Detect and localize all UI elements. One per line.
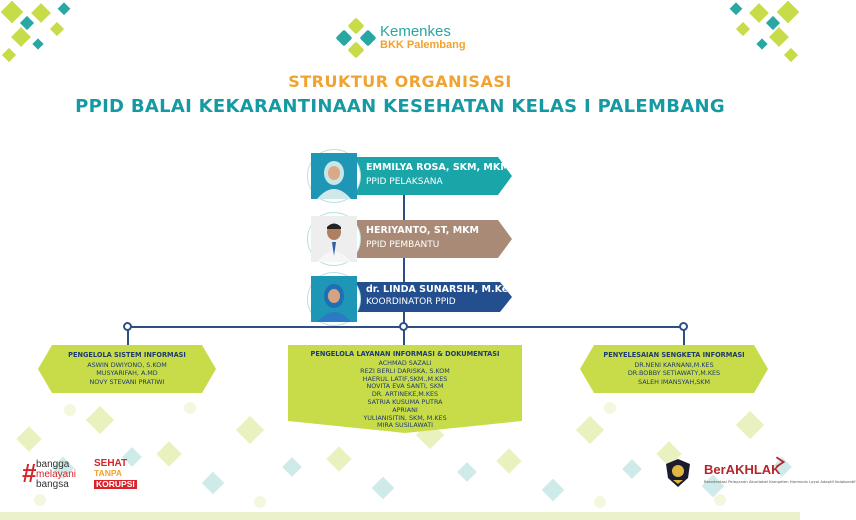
person-card-koordinator xyxy=(308,280,518,318)
member-name: APRIANI xyxy=(392,405,418,414)
division-sengketa-informasi xyxy=(580,345,768,393)
person-name: EMMILYA ROSA, SKM, MKM xyxy=(366,162,510,173)
member-name: YULIANISITIN, SKM, M.KES xyxy=(363,413,447,422)
person-card-pembantu xyxy=(308,220,512,258)
berakhlak-text: BerAKHLAK xyxy=(704,462,781,477)
division-title: PENGELOLA LAYANAN INFORMASI & DOKUMENTASI xyxy=(310,350,500,358)
member-name: NOVITA EVA SANTI, SKM xyxy=(366,382,444,391)
berakhlak-tagline: Berorientasi Pelayanan Akuntabel Kompeten Harmonis Loyal Adaptif Kolaboratif xyxy=(704,479,856,484)
corner-decoration-left xyxy=(0,0,90,70)
avatar xyxy=(308,213,360,265)
member-name: SATRIA KUSUMA PUTRA xyxy=(367,397,443,406)
avatar xyxy=(308,273,360,325)
hashtag-icon: # xyxy=(22,458,37,488)
person-icon xyxy=(311,276,357,322)
member-name: DR.NENI KARNANI,M.KES xyxy=(634,361,714,369)
logo-name: Kemenkes xyxy=(380,23,451,41)
sehat-text: SEHAT xyxy=(94,458,128,469)
person-icon xyxy=(311,216,357,262)
node-dot-left xyxy=(123,322,132,331)
person-name: dr. LINDA SUNARSIH, M.Kes. xyxy=(366,284,518,295)
person-role: PPID PELAKSANA xyxy=(366,177,443,187)
berakhlak-arrow-icon xyxy=(774,456,786,468)
node-dot-right xyxy=(679,322,688,331)
member-name: ASWIN DWIYONO, S.KOM xyxy=(87,361,167,369)
division-title: PENYELESAIAN SENGKETA INFORMASI xyxy=(603,351,745,359)
member-name: SALEH IMANSYAH,SKM xyxy=(638,377,710,386)
member-name: REZI BERLI DARISKA, S.KOM xyxy=(360,366,450,375)
person-icon xyxy=(311,153,357,199)
agency-emblem-icon xyxy=(664,458,692,488)
member-name: DR.BOBBY SETIAWATY,M.KES xyxy=(627,369,721,378)
melayani-text: melayani xyxy=(36,469,77,480)
person-role: KOORDINATOR PPID xyxy=(366,297,456,307)
tanpa-text: TANPA xyxy=(94,468,123,478)
member-name: DR. ARTINEKE,M.KES xyxy=(371,390,439,399)
member-name: ACHMAD SAZALI xyxy=(378,359,432,367)
division-sistem-informasi xyxy=(38,345,216,393)
member-name: HAERUL LATIF,SKM.,M.KES xyxy=(362,374,448,383)
bangsa-text: bangsa xyxy=(36,479,69,490)
person-card-pelaksana xyxy=(308,157,512,195)
division-title: PENGELOLA SISTEM INFORMASI xyxy=(68,351,186,359)
member-name: NOVY STEVANI PRATIWI xyxy=(89,377,165,386)
avatar xyxy=(308,150,360,202)
node-dot-center xyxy=(399,322,408,331)
member-name: MIRA SUSILAWATI xyxy=(376,421,434,430)
person-role: PPID PEMBANTU xyxy=(366,240,440,250)
sehat-tanpa-korupsi-logo xyxy=(94,458,142,490)
page-title: STRUKTUR ORGANISASI xyxy=(288,72,512,91)
division-members xyxy=(580,361,768,386)
person-name: HERIYANTO, ST, MKM xyxy=(366,225,479,236)
korupsi-text: KORUPSI xyxy=(96,479,135,489)
bangga-text: bangga xyxy=(36,459,70,470)
bangga-melayani-bangsa-logo xyxy=(22,460,92,490)
division-members xyxy=(288,360,522,430)
kemenkes-logo xyxy=(336,18,466,58)
page-subtitle: PPID BALAI KEKARANTINAAN KESEHATAN KELAS I PALEMBANG xyxy=(75,96,725,117)
corner-decoration-right xyxy=(710,0,800,70)
division-members xyxy=(38,361,216,386)
member-name: MUSYARIFAH, A.MD xyxy=(96,369,158,378)
kemenkes-mark-icon xyxy=(336,18,376,58)
logo-subtitle: BKK Palembang xyxy=(380,39,466,52)
division-layanan-informasi xyxy=(288,345,522,433)
